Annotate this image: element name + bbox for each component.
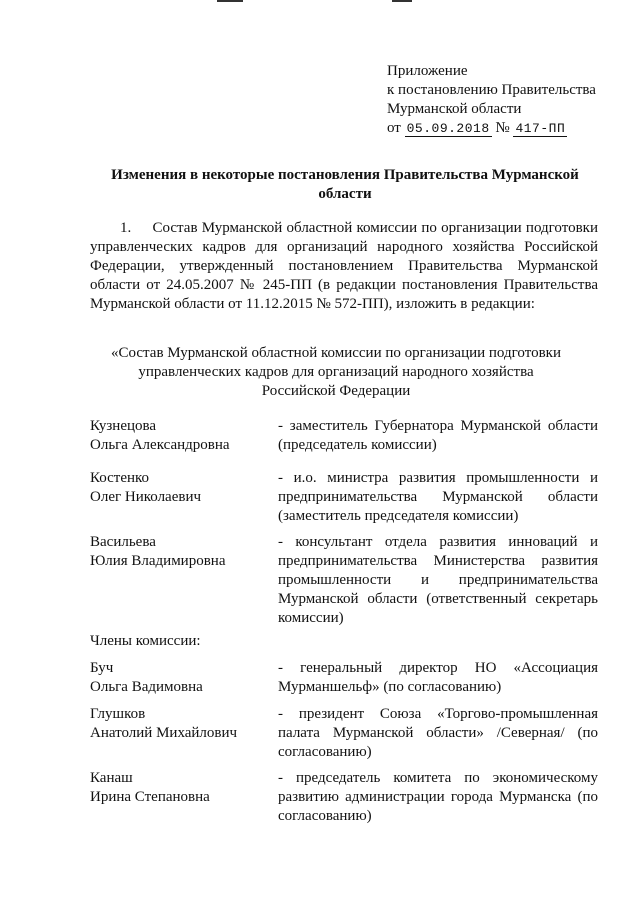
from-label: от: [387, 120, 401, 136]
surname: Костенко: [90, 470, 150, 486]
surname: Канаш: [90, 770, 133, 786]
person-name: [90, 769, 275, 807]
document-title: Изменения в некоторые постановления Правительства Мурманской области: [111, 167, 579, 202]
main-paragraph: 1. Состав Мурманской областной комиссии по организации подготовки управленческих кадров для организаций народного хозяйства Российской Федерации, утвержденный постановлением Правительства Мурманской области от 24.05.2007 № 245-ПП (в редакции постановления Правительства Мурманской области от 11.12.2015 № 572-ПП), изложить в редакции:: [90, 220, 598, 312]
person-name: [90, 659, 275, 697]
person-name: [90, 533, 275, 571]
person-role: - заместитель Губернатора Мурманской области (председатель комиссии): [278, 418, 598, 453]
appendix-line: Приложение: [387, 63, 468, 79]
person-role: - президент Союза «Торгово-промышленная палата Мурманской области» /Северная/ (по согласованию): [278, 706, 598, 760]
person-name: [90, 417, 275, 455]
surname: Васильева: [90, 534, 156, 550]
person-role: - консультант отдела развития инноваций и предпринимательства Министерства развития промышленности и предпринимательства Мурманской области (ответственный секретарь комиссии): [278, 534, 598, 626]
composition-subtitle: «Состав Мурманской областной комиссии по организации подготовки управленческих кадров для организаций народного хозяйства Российской Федерации: [111, 345, 561, 399]
surname: Кузнецова: [90, 418, 157, 434]
scan-artifact: [392, 0, 412, 2]
appendix-line: Мурманской области: [387, 101, 522, 117]
resolution-number: 417-ПП: [515, 121, 566, 136]
appendix-line: к постановлению Правительства: [387, 82, 596, 98]
members-heading: Члены комиссии:: [90, 633, 201, 649]
given-names: Ирина Степановна: [90, 789, 210, 805]
surname: Буч: [90, 660, 114, 676]
appendix-date-line: [387, 119, 627, 138]
given-names: Ольга Вадимовна: [90, 679, 203, 695]
person-name: [90, 705, 275, 743]
given-names: Анатолий Михайлович: [90, 725, 238, 741]
person-role: - и.о. министра развития промышленности и предпринимательства Мурманской области (заместитель председателя комиссии): [278, 470, 598, 524]
person-role: - председатель комитета по экономическому развитию администрации города Мурманска (по согласованию): [278, 770, 598, 824]
resolution-date: 05.09.2018: [406, 121, 490, 136]
given-names: Олег Николаевич: [90, 489, 202, 505]
given-names: Ольга Александровна: [90, 437, 230, 453]
number-label: №: [495, 120, 510, 136]
appendix-block: [387, 62, 627, 138]
scan-artifact: [217, 0, 243, 2]
person-name: [90, 469, 275, 507]
person-role: - генеральный директор НО «Ассоциация Мурманшельф» (по согласованию): [278, 660, 598, 695]
surname: Глушков: [90, 706, 146, 722]
given-names: Юлия Владимировна: [90, 553, 226, 569]
